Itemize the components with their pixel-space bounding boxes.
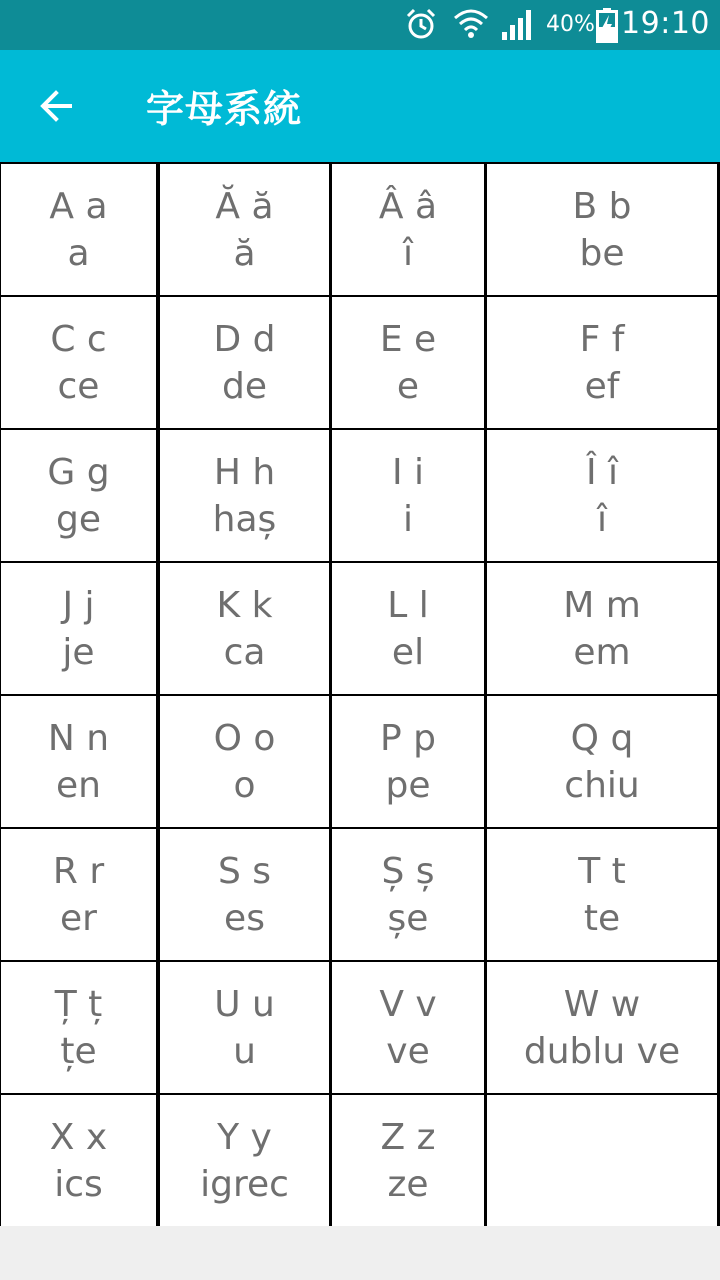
letter-cell[interactable] — [1, 164, 156, 295]
letter-glyph: E e — [379, 318, 437, 360]
letter-cell[interactable] — [1, 563, 156, 694]
letter-glyph: X x — [49, 1116, 108, 1158]
letter-cell[interactable] — [332, 297, 484, 428]
letter-name: de — [222, 365, 267, 407]
letter-name: te — [583, 897, 621, 939]
letter-name: haș — [212, 498, 277, 540]
letter-glyph: U u — [214, 983, 275, 1025]
letter-cell[interactable] — [332, 563, 484, 694]
arrow-left-icon[interactable] — [36, 86, 76, 126]
letter-glyph: J j — [62, 584, 95, 626]
letter-name: o — [233, 764, 256, 806]
letter-cell[interactable] — [160, 696, 329, 827]
letter-name: e — [396, 365, 420, 407]
letter-cell[interactable] — [487, 164, 717, 295]
letter-name: i — [402, 498, 413, 540]
letter-glyph: R r — [52, 850, 105, 892]
clock-time: 19:10 — [621, 6, 710, 41]
letter-glyph: C c — [50, 318, 107, 360]
letter-cell[interactable] — [487, 563, 717, 694]
letter-glyph: V v — [379, 983, 437, 1025]
letter-cell[interactable] — [160, 164, 329, 295]
letter-glyph: M m — [563, 584, 641, 626]
letter-glyph: W w — [563, 983, 641, 1025]
alarm-icon — [404, 7, 438, 41]
letter-cell[interactable] — [160, 297, 329, 428]
letter-cell[interactable] — [332, 164, 484, 295]
letter-name: er — [60, 897, 97, 939]
letter-name: ze — [387, 1163, 429, 1205]
letter-cell[interactable] — [160, 430, 329, 561]
letter-glyph: O o — [213, 717, 276, 759]
letter-glyph: G g — [47, 451, 110, 493]
status-bar — [0, 0, 720, 50]
letter-name: be — [579, 232, 625, 274]
letter-cell[interactable] — [487, 297, 717, 428]
letter-glyph: K k — [216, 584, 273, 626]
letter-name: em — [573, 631, 631, 673]
letter-cell[interactable] — [487, 696, 717, 827]
letter-cell[interactable] — [1, 430, 156, 561]
letter-name: a — [67, 232, 90, 274]
letter-cell[interactable] — [332, 829, 484, 960]
letter-name: u — [233, 1030, 256, 1072]
letter-cell[interactable] — [1, 1095, 156, 1226]
letter-glyph: T t — [578, 850, 626, 892]
letter-glyph: Ț ț — [54, 983, 103, 1025]
letter-glyph: Q q — [570, 717, 634, 759]
letter-cell[interactable] — [487, 962, 717, 1093]
letter-cell[interactable] — [487, 430, 717, 561]
letter-name: ef — [584, 365, 620, 407]
letter-name: ve — [386, 1030, 430, 1072]
letter-name: ă — [233, 232, 256, 274]
letter-cell[interactable] — [160, 962, 329, 1093]
letter-glyph: L l — [387, 584, 429, 626]
letter-name: je — [62, 631, 95, 673]
letter-cell[interactable] — [160, 563, 329, 694]
letter-name: ce — [57, 365, 100, 407]
wifi-icon — [452, 6, 490, 42]
letter-glyph: Ă ă — [215, 185, 274, 227]
letter-cell[interactable] — [487, 1095, 717, 1226]
letter-name: en — [56, 764, 101, 806]
letter-name: chiu — [564, 764, 640, 806]
letter-cell[interactable] — [160, 1095, 329, 1226]
letter-name: es — [224, 897, 265, 939]
letter-cell[interactable] — [1, 962, 156, 1093]
letter-glyph: P p — [379, 717, 436, 759]
letter-glyph: N n — [47, 717, 110, 759]
letter-cell[interactable] — [332, 1095, 484, 1226]
letter-glyph: Â â — [378, 185, 438, 227]
letter-name: șe — [387, 897, 429, 939]
letter-glyph: D d — [213, 318, 276, 360]
letter-name: ics — [54, 1163, 103, 1205]
letter-name: î — [596, 498, 607, 540]
battery-percent: 40% — [546, 12, 595, 37]
bottom-area — [0, 1226, 720, 1280]
letter-cell[interactable] — [487, 829, 717, 960]
letter-cell[interactable] — [332, 430, 484, 561]
signal-icon — [500, 8, 536, 42]
letter-name: dublu ve — [523, 1030, 681, 1072]
letter-glyph: Î î — [585, 451, 619, 493]
letter-name: ca — [223, 631, 266, 673]
letter-glyph: H h — [213, 451, 276, 493]
letter-name: î — [402, 232, 413, 274]
letter-name: ge — [56, 498, 101, 540]
letter-glyph: Ș ș — [381, 850, 435, 892]
letter-glyph: Y y — [217, 1116, 272, 1158]
alphabet-grid — [0, 162, 720, 1226]
app-bar — [0, 50, 720, 162]
letter-name: igrec — [200, 1163, 289, 1205]
letter-glyph: B b — [572, 185, 632, 227]
letter-name: pe — [385, 764, 431, 806]
letter-glyph: Z z — [380, 1116, 436, 1158]
letter-cell[interactable] — [160, 829, 329, 960]
letter-glyph: S s — [217, 850, 272, 892]
letter-cell[interactable] — [1, 696, 156, 827]
battery-charging-icon — [596, 7, 618, 43]
page-title: 字母系統 — [146, 87, 303, 131]
letter-name: el — [391, 631, 425, 673]
letter-cell[interactable] — [332, 962, 484, 1093]
letter-cell[interactable] — [1, 829, 156, 960]
letter-name: țe — [60, 1030, 97, 1072]
letter-cell[interactable] — [332, 696, 484, 827]
letter-glyph: A a — [49, 185, 108, 227]
letter-glyph: I i — [391, 451, 425, 493]
letter-cell[interactable] — [1, 297, 156, 428]
letter-glyph: F f — [579, 318, 625, 360]
